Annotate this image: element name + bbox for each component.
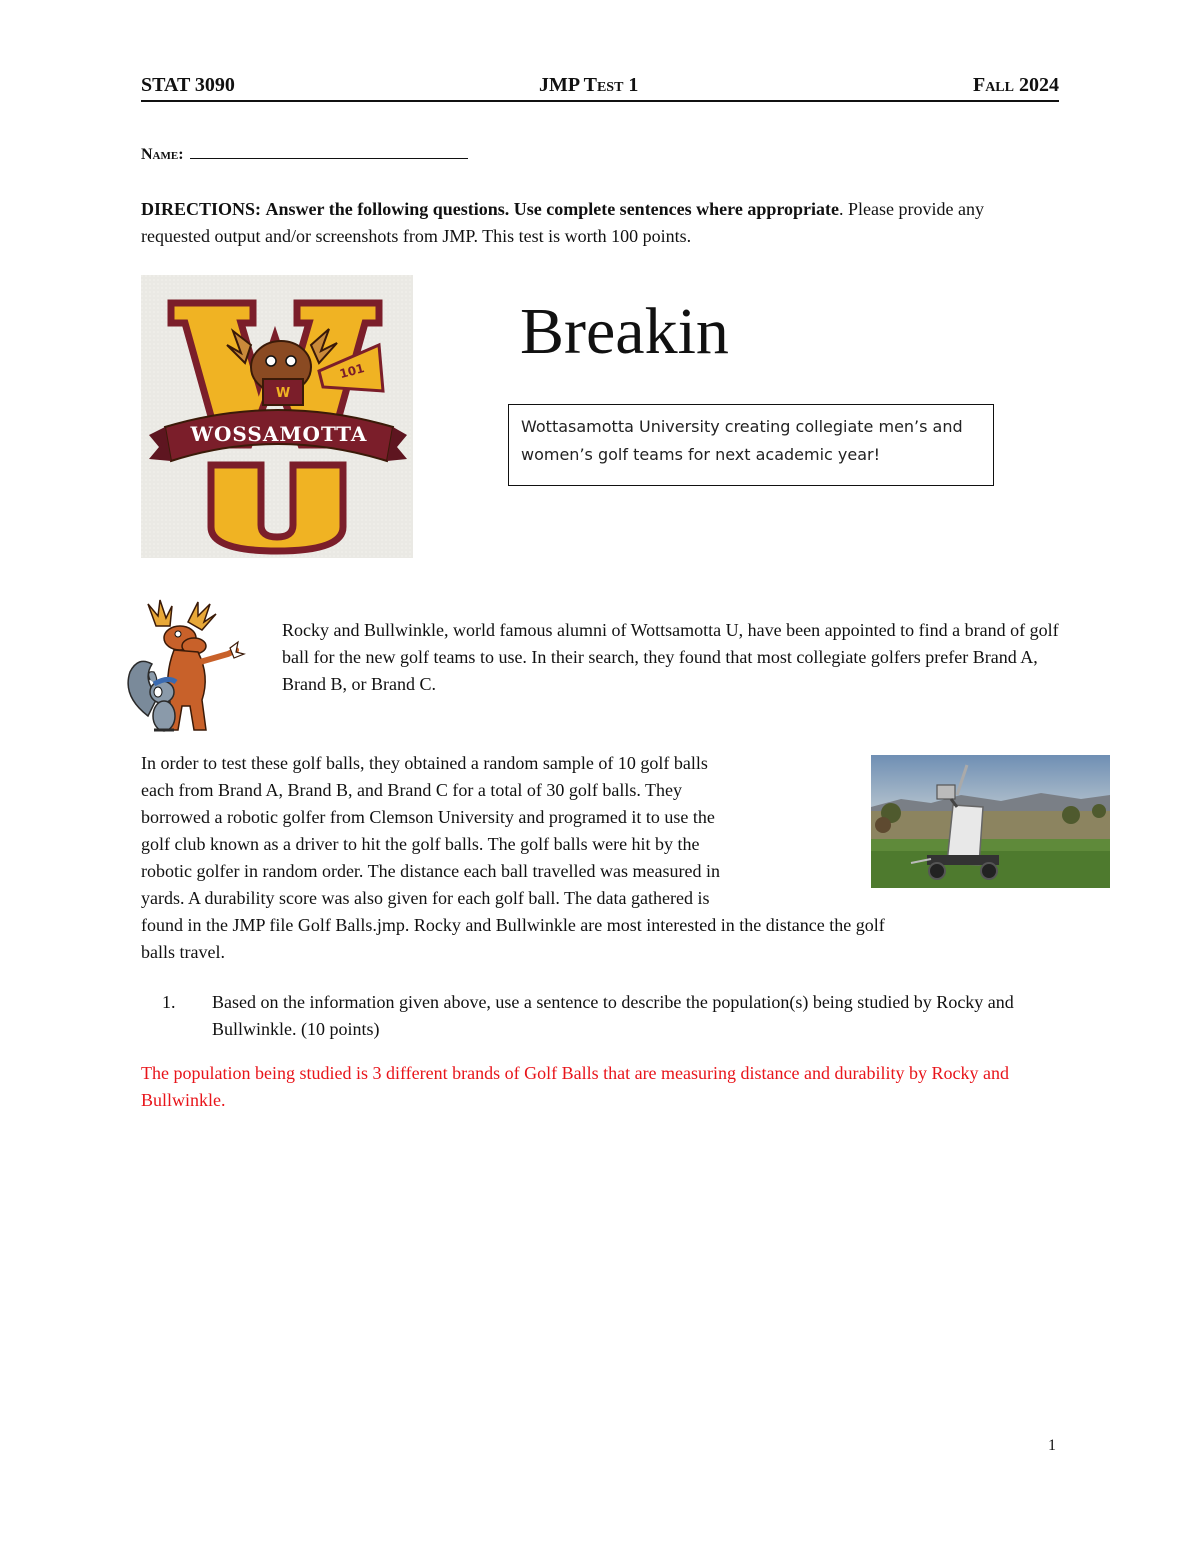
test-title: JMP Test 1 [539, 74, 639, 96]
headline: Breakin [520, 295, 729, 368]
method-line: balls travel. [141, 942, 225, 962]
method-line: yards. A durability score was also given for each golf ball. The data gathered is [141, 888, 710, 908]
method-line: robotic golfer in random order. The distance each ball travelled was measured in [141, 861, 720, 881]
rocky-bullwinkle-image [118, 596, 254, 738]
directions-label: DIRECTIONS: [141, 199, 262, 219]
logo-banner-text: WOSSAMOTTA [190, 422, 368, 446]
name-blank-line[interactable] [190, 144, 468, 159]
directions-rest-text: . Please provide any requested output and/or screenshots from JMP. This test is worth 100 points. [141, 199, 984, 246]
name-field [141, 144, 468, 164]
method-paragraph [141, 750, 1061, 966]
method-line: golf club known as a driver to hit the golf balls. The golf balls were hit by the [141, 834, 700, 854]
term: Fall 2024 [972, 74, 1059, 96]
intro-paragraph: Rocky and Bullwinkle, world famous alumni of Wottsamotta U, have been appointed to find a brand of golf ball for the new golf teams to use. In their search, they found that most collegiate golfers prefer Brand A, Brand B, or Brand C. [282, 620, 1059, 694]
callout-box: Wottasamotta University creating collegiate men’s and women’s golf teams for next academic year! [508, 404, 994, 486]
method-line: borrowed a robotic golfer from Clemson University and programed it to use the [141, 807, 715, 827]
directions-bold-text: Answer the following questions. Use complete sentences where appropriate [265, 199, 839, 219]
name-label: Name: [141, 146, 184, 163]
method-line: each from Brand A, Brand B, and Brand C for a total of 30 golf balls. They [141, 780, 683, 800]
course-code: STAT 3090 [141, 74, 235, 96]
megaphone-text: 101 [338, 361, 366, 382]
answer-1[interactable]: The population being studied is 3 different brands of Golf Balls that are measuring distance and durability by Rocky and Bullwinkle. [141, 1063, 1009, 1110]
headline-clip [520, 292, 820, 404]
svg-text:W: W [275, 386, 291, 401]
page-header [141, 74, 1059, 102]
method-lines-narrow [141, 750, 841, 912]
wossamotta-logo-image [141, 275, 413, 558]
page-number: 1 [1048, 1437, 1056, 1454]
method-line: In order to test these golf balls, they obtained a random sample of 10 golf balls [141, 753, 708, 773]
question-text: Based on the information given above, use a sentence to describe the population(s) being studied by Rocky and Bullwinkle. (10 points) [212, 992, 1014, 1039]
method-line: found in the JMP file Golf Balls.jmp. Rocky and Bullwinkle are most interested in the distance the golf [141, 915, 885, 935]
directions [141, 196, 1041, 250]
question-number: 1. [162, 992, 176, 1012]
